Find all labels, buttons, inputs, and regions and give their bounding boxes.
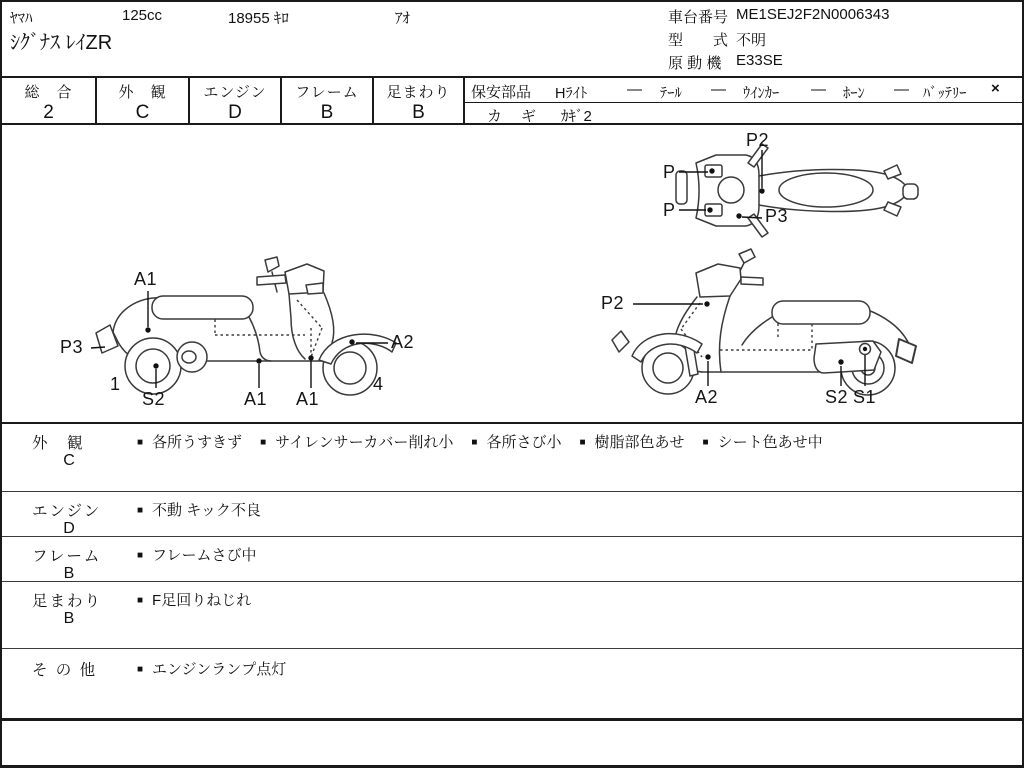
mileage: 18955 ｷﾛ	[228, 10, 289, 27]
bullet-square-icon: ■	[137, 550, 144, 561]
section-label: 外 観	[32, 435, 85, 452]
remark-text: 不動 キック不良	[152, 502, 261, 519]
scooter-side-view-right	[612, 249, 916, 395]
diagram-label-a1-front: A1	[296, 389, 320, 409]
safety-item-taillight: ﾃｰﾙ	[660, 86, 682, 102]
ratings-strip	[2, 76, 1022, 125]
bullet-square-icon: ■	[579, 437, 586, 448]
rating-grade: B	[320, 102, 334, 123]
rating-label: 足まわり	[386, 84, 451, 101]
safety-title: 保安部品	[471, 84, 532, 101]
section-label: フレーム	[32, 548, 102, 565]
rating-label: 総 合	[24, 84, 73, 101]
section-row-frame	[2, 536, 1022, 581]
remark-text: サイレンサーカバー削れ小	[275, 434, 454, 451]
diagram-label-s2-right: S2	[825, 387, 849, 407]
diagram-label-s2-left: S2	[142, 389, 166, 409]
body-color: ｱｵ	[395, 10, 411, 27]
rating-label: エンジン	[203, 84, 267, 101]
diagram-label-p-upper: P	[663, 162, 676, 182]
remark-text: エンジンランプ点灯	[152, 661, 287, 678]
remark-text: 各所さび小	[486, 434, 562, 451]
rating-cell-frame	[282, 78, 374, 123]
safety-item-headlight: Hﾗｲﾄ	[555, 86, 588, 102]
remark-item	[137, 589, 251, 610]
remark-text: フレームさび中	[152, 547, 257, 564]
rating-label: フレーム	[295, 84, 359, 101]
safety-item-blinker: ｳｲﾝｶｰ	[743, 86, 780, 102]
safety-row-divider	[465, 102, 1022, 103]
diagram-label-s1-right: S1	[853, 387, 877, 407]
bullet-square-icon: ■	[137, 505, 144, 516]
battery-cross-icon: ×	[991, 80, 1000, 97]
remark-item	[137, 658, 286, 679]
type-value: 不明	[736, 32, 767, 49]
footer-blank-strip	[2, 721, 1022, 766]
diagram-label-a2-fender: A2	[391, 332, 415, 352]
section-remarks	[137, 589, 251, 610]
model-name: ｼｸﾞﾅｽ ﾚｲZR	[10, 32, 113, 54]
rating-grade: B	[412, 102, 425, 123]
rating-cell-undercarriage	[374, 78, 465, 123]
displacement: 125cc	[122, 7, 163, 24]
safety-status: —	[711, 81, 726, 98]
diagram-label-p-lower: P	[663, 200, 676, 220]
remark-item	[137, 544, 256, 565]
bullet-square-icon: ■	[137, 595, 144, 606]
engine-value: E33SE	[736, 52, 783, 69]
bullet-square-icon: ■	[702, 437, 709, 448]
safety-status: —	[894, 81, 909, 98]
remark-item	[471, 431, 561, 452]
remark-text: 各所うすきず	[152, 434, 243, 451]
diagram-label-a2-lower: A2	[695, 387, 719, 407]
rating-grade: C	[135, 102, 150, 123]
section-row-engine	[2, 491, 1022, 536]
rating-cell-exterior	[97, 78, 190, 123]
chassis-label: 車台番号	[668, 9, 729, 26]
remark-text: F足回りねじれ	[152, 592, 252, 609]
bullet-square-icon: ■	[260, 437, 267, 448]
bullet-square-icon: ■	[471, 437, 478, 448]
diagram-label-a1-floor: A1	[244, 389, 268, 409]
section-grade: B	[63, 565, 75, 582]
section-remarks	[137, 544, 256, 565]
remark-item	[137, 431, 242, 452]
section-row-exterior	[2, 424, 1022, 491]
safety-status: —	[811, 81, 826, 98]
safety-item-battery: ﾊﾞｯﾃﾘｰ	[923, 86, 967, 102]
damage-diagram	[2, 125, 1022, 422]
diagram-label-p3-top: P3	[765, 206, 789, 226]
diagram-label-tire-4: 4	[373, 374, 384, 394]
remark-text: 樹脂部色あせ	[594, 434, 685, 451]
section-grade: C	[63, 452, 75, 469]
scooter-top-view	[676, 144, 918, 237]
section-remarks	[137, 431, 823, 452]
diagram-label-tire-1: 1	[110, 374, 121, 394]
rating-grade: D	[228, 102, 242, 123]
remark-item	[137, 499, 261, 520]
remark-item	[579, 431, 684, 452]
safety-status: —	[627, 81, 642, 98]
type-label: 型 式	[668, 32, 729, 49]
section-row-undercarriage	[2, 581, 1022, 648]
rating-label: 外 観	[118, 84, 167, 101]
section-grade: D	[63, 520, 75, 537]
remark-item	[260, 431, 453, 452]
section-row-other	[2, 648, 1022, 718]
remark-text: シート色あせ中	[717, 434, 823, 451]
rating-cell-engine	[190, 78, 282, 123]
key-value: ｶｷﾞ2	[561, 108, 592, 125]
section-remarks	[137, 658, 286, 679]
bullet-square-icon: ■	[137, 437, 144, 448]
diagram-label-p2-shield: P2	[601, 293, 625, 313]
rating-cell-overall	[2, 78, 97, 123]
diagram-label-p3-tail: P3	[60, 337, 84, 357]
section-label: 足まわり	[32, 593, 103, 610]
safety-item-horn: ﾎｰﾝ	[843, 86, 865, 102]
chassis-number: ME1SEJ2F2N0006343	[736, 6, 890, 23]
section-remarks	[137, 499, 261, 520]
engine-label: 原 動 機	[668, 55, 722, 72]
safety-parts-cell	[465, 78, 1022, 123]
diagram-label-a1-rear: A1	[134, 269, 158, 289]
key-label: カ ギ	[487, 108, 539, 125]
section-grade: B	[63, 610, 75, 627]
section-label: エンジン	[32, 503, 102, 520]
remark-item	[703, 431, 823, 452]
bullet-square-icon: ■	[137, 664, 144, 675]
diagram-label-p2-top: P2	[746, 130, 770, 150]
rating-grade: 2	[43, 102, 54, 123]
maker-name: ﾔﾏﾊ	[10, 10, 33, 27]
section-label: そ の 他	[32, 662, 98, 679]
